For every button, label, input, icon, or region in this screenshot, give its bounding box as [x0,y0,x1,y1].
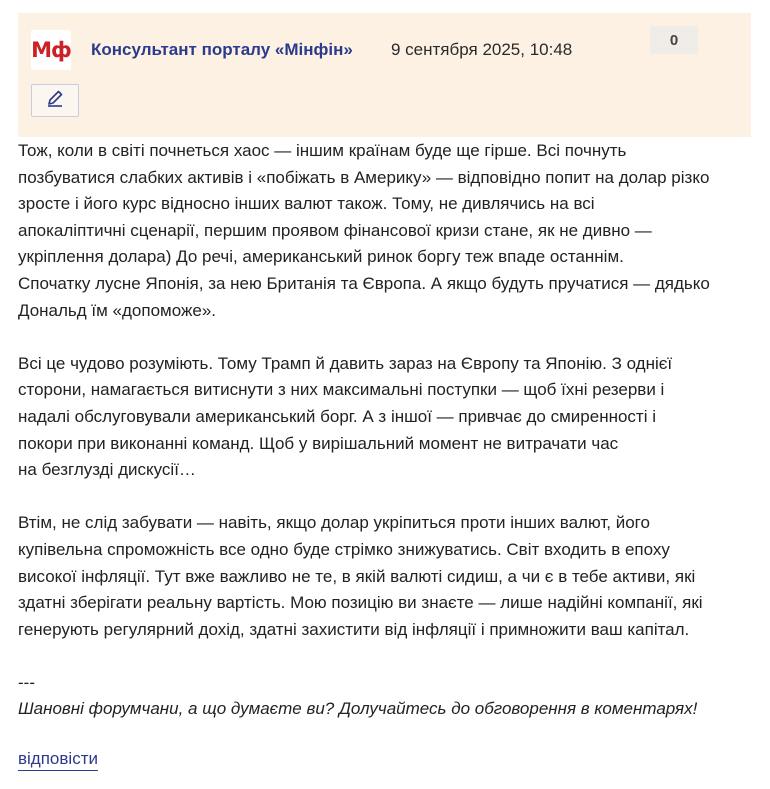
call-to-action: Шановні форумчани, а що думаєте ви? Долучайтесь до обговорення в коментарях! [18,699,698,719]
author-link[interactable]: Консультант порталу «Мінфін» [91,40,353,59]
reply-link[interactable]: відповісти [18,748,98,771]
post-header [18,13,751,137]
rating-counter[interactable]: 0 [650,26,698,54]
post-paragraph: Тож, коли в світі почнеться хаос — іншим країнам буде ще гірше. Всі почнуть позбуватися слабких активів і «побіжать в Америку» — відповідно попит на долар різко зросте і його курс відносно інших валют також. Тому, не дивлячись на всі апокаліптичні сценарії, першим проявом фінансової кризи стане, як не дивно — укріплення долара) До речі, американський ринок боргу теж впаде останнім. Спочатку лусне Японія, за нею Британія та Європа. А якщо будуть пручатися — дядько Дональд їм «допоможе». [18,141,710,320]
post-paragraph: Втім, не слід забувати — навіть, якщо долар укріпиться проти інших валют, його купівельна спроможність все одно буде стрімко знижуватись. Світ входить в епоху високої інфляції. Тут вже важливо не те, в якій валюті сидиш, а чи є в тебе активи, які здатні зберігати реальну вартість. Мою позицію ви знаєте — лише надійні компанії, які генерують регулярний дохід, здатні захистити від інфляції і примножити ваш капітал. [18,513,703,639]
pencil-icon [45,88,65,113]
separator-text: --- [18,672,35,692]
minfin-logo[interactable]: Мф [31,30,71,70]
post-date: 9 сентября 2025, 10:48 [391,40,573,59]
edit-button[interactable] [31,84,79,117]
post-content [18,138,758,723]
post-paragraph: Всі це чудово розуміють. Тому Трамп й давить зараз на Європу та Японію. З однієї сторони, намагається витиснути з них максимальні поступки — щоб їхні резерви і надалі обслуговували американський борг. А з іншої — привчає до смиренності і покори при виконанні команд. Щоб у вирішальний момент не витрачати час на безглузді дискусії… [18,353,673,480]
